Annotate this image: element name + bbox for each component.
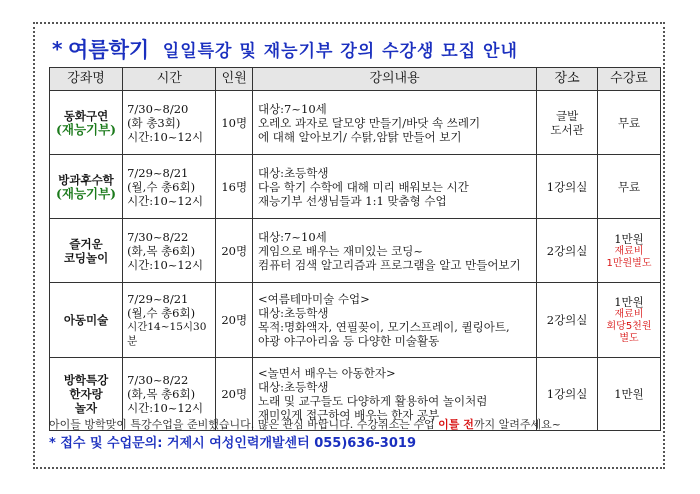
table-row	[50, 91, 661, 155]
course-fee: 무료	[598, 91, 661, 155]
table-header-row	[50, 68, 661, 91]
course-place: 2강의실	[537, 219, 598, 283]
course-count: 20명	[216, 283, 253, 358]
course-fee: 1만원 재료비 1만원별도	[598, 219, 661, 283]
course-name: 동화구연 (재능기부)	[50, 91, 123, 155]
course-name: 방학특강 한자랑 놀자	[50, 358, 123, 431]
header-count: 인원	[216, 68, 253, 91]
notice-text: 아이들 방학맞이 특강수업을 준비했습니다. 많은 관심 바랍니다. 수강취소는 수업 이틀 전까지 알려주세요~	[49, 418, 561, 431]
course-count: 16명	[216, 155, 253, 219]
course-name: 즐거운 코딩놀이	[50, 219, 123, 283]
page-title	[52, 34, 652, 64]
course-time: 7/30~8/22 (화,목 총6회) 시간:10~12시	[123, 358, 216, 431]
course-place: 1강의실	[537, 358, 598, 431]
title-main: 여름학기	[68, 38, 150, 62]
course-content: 대상:7~10세 게임으로 배우는 재미있는 코딩~ 컴퓨터 검색 알고리즘과 프로그램을 알고 만들어보기	[252, 219, 536, 283]
title-star: *	[52, 37, 63, 61]
course-name: 아동미술	[50, 283, 123, 358]
table-row	[50, 283, 661, 358]
course-table	[49, 67, 661, 431]
course-place: 1강의실	[537, 155, 598, 219]
course-content: 대상:7~10세 오레오 과자로 달모양 만들기/바닷 속 쓰레기 에 대해 알아보기/ 수탉,암탉 만들어 보기	[252, 91, 536, 155]
course-time: 7/29~8/21 (월,수 총6회) 시간14~15시30분	[123, 283, 216, 358]
course-name: 방과후수학 (재능기부)	[50, 155, 123, 219]
course-fee: 무료	[598, 155, 661, 219]
course-place: 2강의실	[537, 283, 598, 358]
course-fee: 1만원 재료비 회당5천원 별도	[598, 283, 661, 358]
course-count: 10명	[216, 91, 253, 155]
course-time: 7/29~8/21 (월,수 총6회) 시간:10~12시	[123, 155, 216, 219]
contact-info: * 접수 및 수업문의: 거제시 여성인력개발센터 055)636-3019	[49, 436, 416, 451]
course-content: <여름테마미술 수업> 대상:초등학생 목적:명화액자, 연필꽂이, 모기스프레이, 퀼링아트, 야광 야구아리움 등 다양한 미술활동	[252, 283, 536, 358]
course-time: 7/30~8/22 (화,목 총6회) 시간:10~12시	[123, 219, 216, 283]
header-fee: 수강료	[598, 68, 661, 91]
course-time: 7/30~8/20 (화 총3회) 시간:10~12시	[123, 91, 216, 155]
header-name: 강좌명	[50, 68, 123, 91]
course-fee: 1만원	[598, 358, 661, 431]
course-content: 대상:초등학생 다음 학기 수학에 대해 미리 배워보는 시간 재능기부 선생님들과 1:1 맞춤형 수업	[252, 155, 536, 219]
table-row	[50, 219, 661, 283]
header-time: 시간	[123, 68, 216, 91]
course-count: 20명	[216, 358, 253, 431]
notice-highlight: 이틀 전	[438, 418, 474, 431]
title-rest: 일일특강 및 재능기부 강의 수강생 모집 안내	[162, 41, 518, 62]
course-count: 20명	[216, 219, 253, 283]
header-content: 강의내용	[252, 68, 536, 91]
table-row	[50, 155, 661, 219]
course-place: 글발 도서관	[537, 91, 598, 155]
course-content: <놀면서 배우는 아동한자> 대상:초등학생 노래 및 교구들도 다양하게 활용하여 놀이처럼 재미있게 접근하여 배우는 한자 공부	[252, 358, 536, 431]
header-place: 장소	[537, 68, 598, 91]
